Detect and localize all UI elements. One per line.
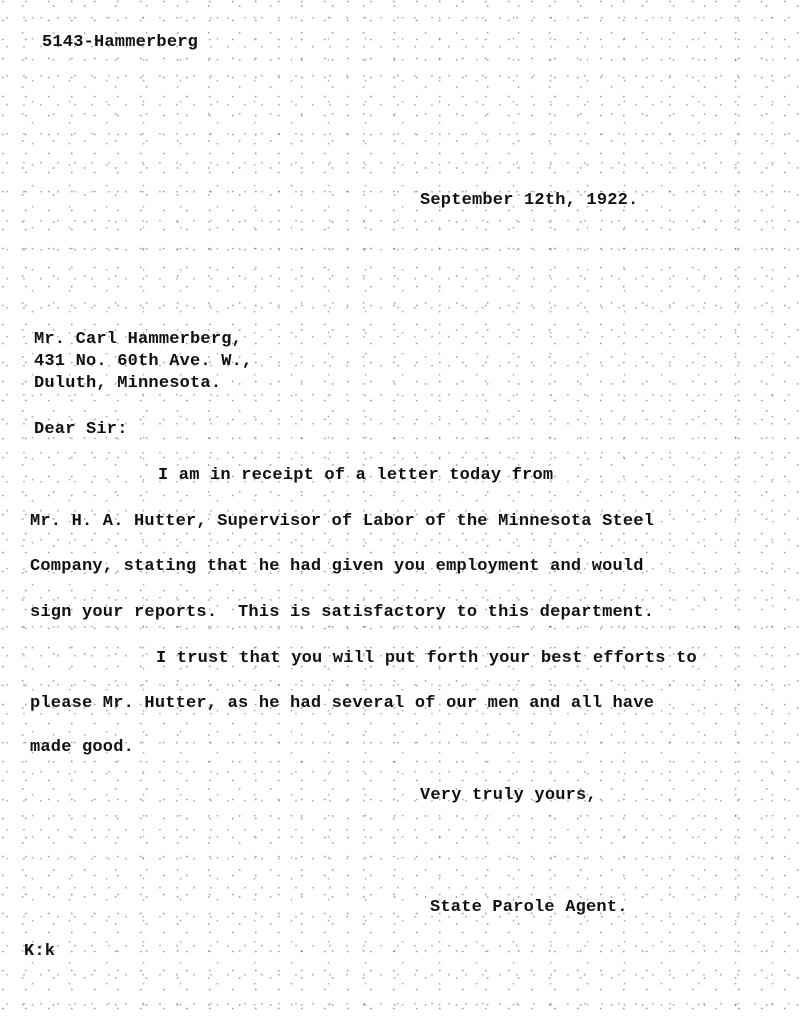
body-line: Mr. H. A. Hutter, Supervisor of Labor of the Minnesota Steel <box>30 512 655 531</box>
file-reference: 5143-Hammerberg <box>42 33 199 52</box>
letter-date: September 12th, 1922. <box>420 191 639 210</box>
body-line: Company, stating that he had given you employment and would <box>30 557 644 576</box>
body-line: sign your reports. This is satisfactory to this department. <box>30 603 655 622</box>
typist-initials: K:k <box>24 942 56 961</box>
recipient-city-state: Duluth, Minnesota. <box>34 374 222 393</box>
body-line: I am in receipt of a letter today from <box>158 466 554 485</box>
recipient-street: 431 No. 60th Ave. W., <box>34 352 253 371</box>
complimentary-closing: Very truly yours, <box>420 786 597 805</box>
signature-title: State Parole Agent. <box>430 898 628 917</box>
recipient-name: Mr. Carl Hammerberg, <box>34 330 243 349</box>
body-line: please Mr. Hutter, as he had several of our men and all have <box>30 694 655 713</box>
salutation: Dear Sir: <box>34 420 128 439</box>
body-line: I trust that you will put forth your best efforts to <box>156 649 697 668</box>
body-line: made good. <box>30 738 135 757</box>
